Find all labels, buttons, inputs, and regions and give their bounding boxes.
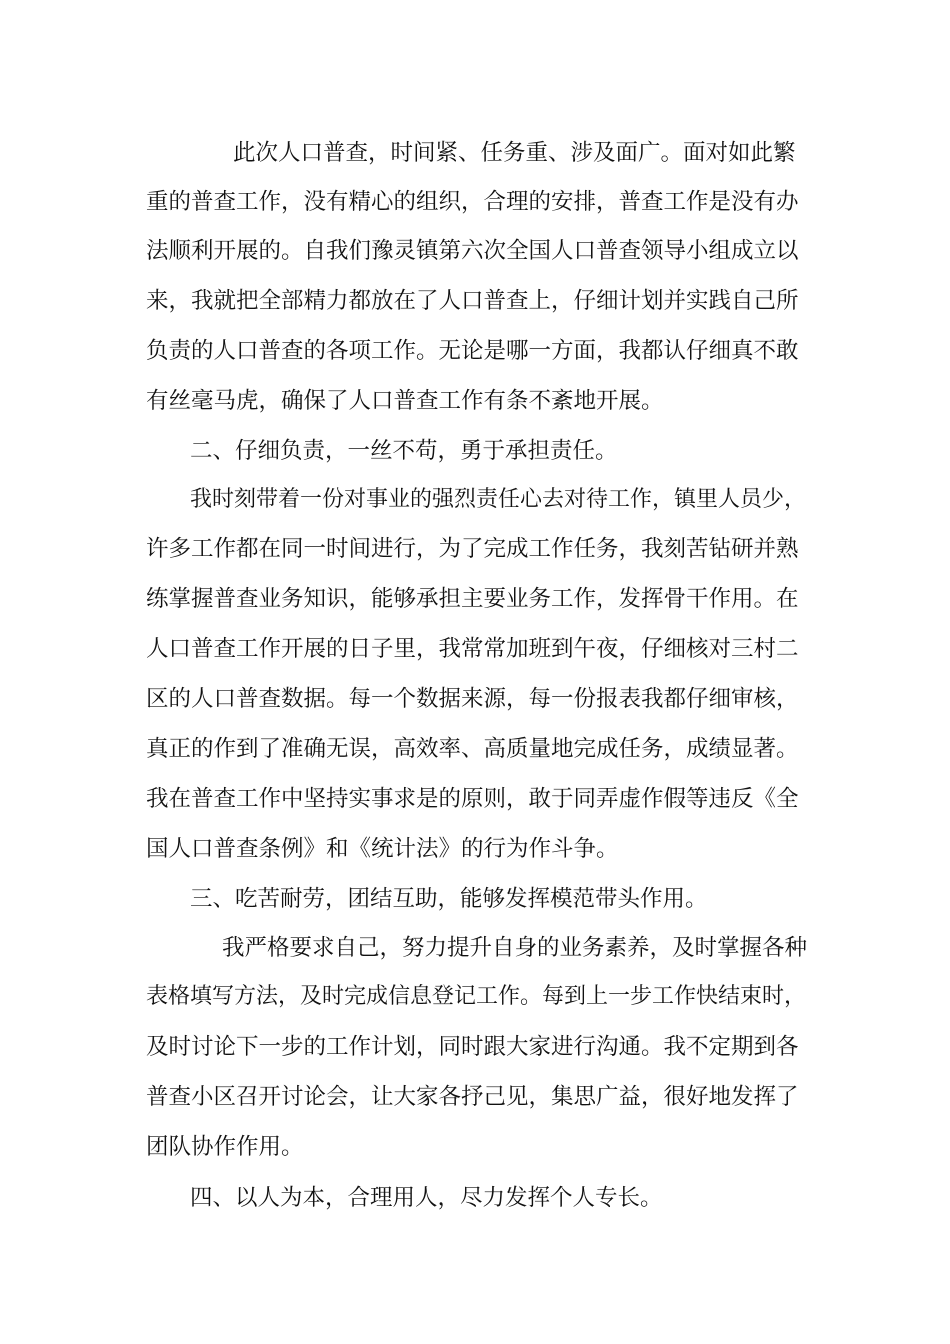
section-heading: 二、仔细负责，一丝不苟，勇于承担责任。 xyxy=(190,438,618,464)
paragraph-line: 来，我就把全部精力都放在了人口普查上，仔细计划并实践自己所 xyxy=(146,288,799,314)
paragraph-line: 真正的作到了准确无误，高效率、高质量地完成任务，成绩显著。 xyxy=(146,736,799,762)
paragraph-line: 法顺利开展的。自我们豫灵镇第六次全国人口普查领导小组成立以 xyxy=(146,238,799,264)
paragraph-line: 重的普查工作，没有精心的组织，合理的安排，普查工作是没有办 xyxy=(146,189,799,215)
section-heading: 四、以人为本，合理用人，尽力发挥个人专长。 xyxy=(190,1185,663,1211)
paragraph-line: 区的人口普查数据。每一个数据来源，每一份报表我都仔细审核， xyxy=(146,686,799,712)
paragraph-line: 我在普查工作中坚持实事求是的原则，敢于同弄虚作假等违反《全 xyxy=(146,786,799,812)
paragraph-line: 普查小区召开讨论会，让大家各抒己见，集思广益，很好地发挥了 xyxy=(146,1084,799,1110)
paragraph-line: 表格填写方法，及时完成信息登记工作。每到上一步工作快结束时， xyxy=(146,984,807,1009)
paragraph-line: 许多工作都在同一时间进行，为了完成工作任务，我刻苦钻研并熟 xyxy=(146,536,799,562)
paragraph-line: 人口普查工作开展的日子里，我常常加班到午夜，仔细核对三村二 xyxy=(146,636,799,662)
paragraph-line: 及时讨论下一步的工作计划，同时跟大家进行沟通。我不定期到各 xyxy=(146,1034,799,1060)
paragraph-line: 练掌握普查业务知识，能够承担主要业务工作，发挥骨干作用。在 xyxy=(146,586,799,612)
paragraph-line: 我严格要求自己，努力提升自身的业务素养，及时掌握各种 xyxy=(222,935,808,961)
section-heading: 三、吃苦耐劳，团结互助，能够发挥模范带头作用。 xyxy=(190,886,708,912)
paragraph-line: 国人口普查条例》和《统计法》的行为作斗争。 xyxy=(146,836,619,862)
paragraph-line: 团队协作作用。 xyxy=(146,1134,304,1160)
paragraph-line: 我时刻带着一份对事业的强烈责任心去对待工作，镇里人员少， xyxy=(190,487,807,512)
paragraph-line: 有丝毫马虎，确保了人口普查工作有条不紊地开展。 xyxy=(146,388,664,414)
paragraph-line: 此次人口普查，时间紧、任务重、涉及面广。面对如此繁 xyxy=(233,140,796,166)
paragraph-line: 负责的人口普查的各项工作。无论是哪一方面，我都认仔细真不敢 xyxy=(146,338,799,364)
